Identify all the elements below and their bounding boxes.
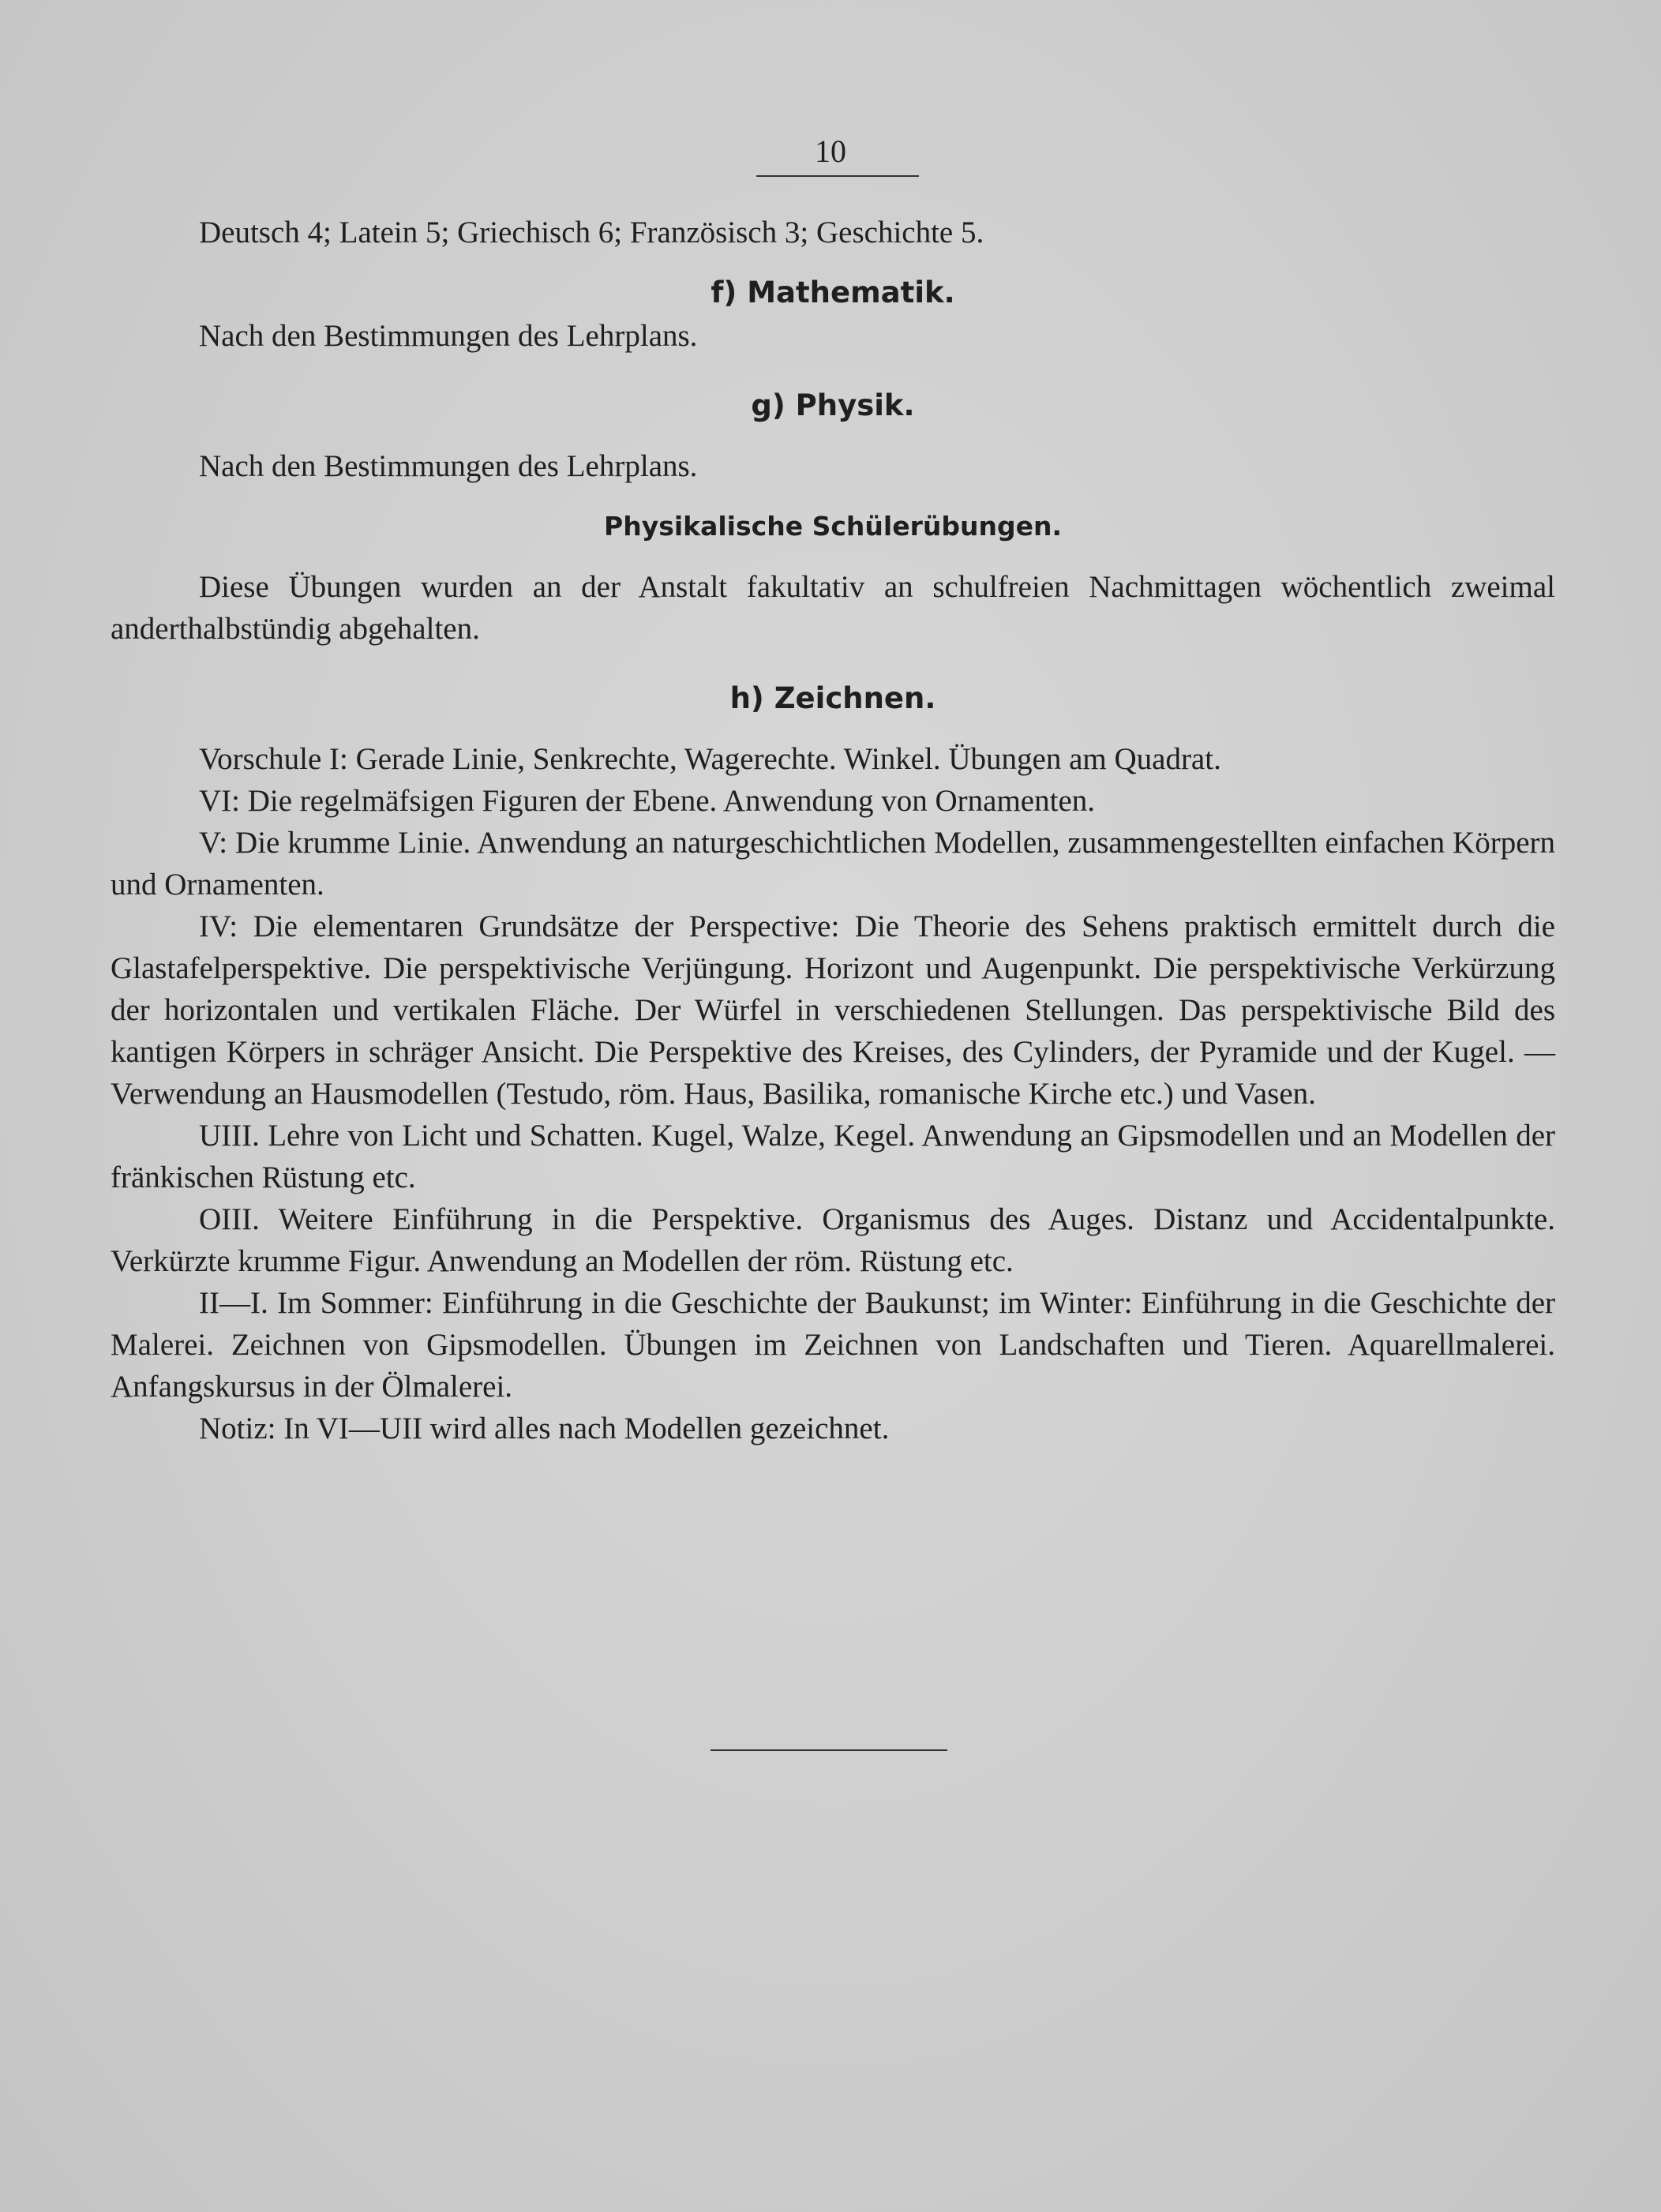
mathematik-text: Nach den Bestimmungen des Lehrplans. <box>199 319 698 353</box>
zeichnen-paragraph: II—I. Im Sommer: Einführung in die Geschichte der Baukunst; im Winter: Einführung in die Geschichte der Malerei. Zeichnen von Gipsmodellen. Übungen im Zeichnen von Landschaften und Tieren. Aquarellmalerei. Anfangskursus in der Ölmalerei. <box>111 1286 1555 1404</box>
zeichnen-paragraph: OIII. Weitere Einführung in die Perspektive. Organismus des Auges. Distanz und Accidentalpunkte. Verkürzte krumme Figur. Anwendung an Modellen der röm. Rüstung etc. <box>111 1202 1555 1278</box>
zeichnen-note: Notiz: In VI—UII wird alles nach Modellen gezeichnet. <box>199 1412 890 1445</box>
heading-physik: g) Physik. <box>751 388 915 422</box>
zeichnen-paragraph: V: Die krumme Linie. Anwendung an naturgeschichtlichen Modellen, zusammengestellten einfachen Körpern und Ornamenten. <box>111 826 1555 902</box>
zeichnen-paragraph: IV: Die elementaren Grundsätze der Perspective: Die Theorie des Sehens praktisch ermittelt durch die Glastafelperspektive. Die perspektivische Verjüngung. Horizont und Augenpunkt. Die perspektivische Verkürzung der horizontalen und vertikalen Fläche. Der Würfel in verschiedenen Stellungen. Das perspektivische Bild des kantigen Körpers in schräger Ansicht. Die Perspektive des Kreises, des Cylinders, der Pyramide und der Kugel. — Verwendung an Hausmodellen (Testudo, röm. Haus, Basilika, romanische Kirche etc.) und Vasen. <box>111 909 1555 1111</box>
zeichnen-paragraph: VI: Die regelmäfsigen Figuren der Ebene. Anwendung von Ornamenten. <box>199 784 1095 818</box>
schueleruebungen-text: Diese Übungen wurden an der Anstalt fakultativ an schulfreien Nachmittagen wöchentlich zweimal anderthalbstündig abgehalten. <box>111 570 1555 646</box>
heading-schueleruebungen: Physikalische Schülerübungen. <box>604 511 1062 542</box>
heading-zeichnen: h) Zeichnen. <box>729 681 936 715</box>
intro-line: Deutsch 4; Latein 5; Griechisch 6; Französisch 3; Geschichte 5. <box>199 216 984 249</box>
physik-text: Nach den Bestimmungen des Lehrplans. <box>199 449 698 483</box>
page-number: 10 <box>815 133 846 169</box>
zeichnen-paragraph: Vorschule I: Gerade Linie, Senkrechte, Wagerechte. Winkel. Übungen am Quadrat. <box>199 742 1221 776</box>
heading-mathematik: f) Mathematik. <box>711 276 955 309</box>
top-rule <box>756 175 919 177</box>
page-content <box>111 212 1555 1449</box>
zeichnen-paragraph: UIII. Lehre von Licht und Schatten. Kugel, Walze, Kegel. Anwendung an Gipsmodellen und an Modellen der fränkischen Rüstung etc. <box>111 1119 1555 1194</box>
bottom-rule <box>711 1749 947 1751</box>
